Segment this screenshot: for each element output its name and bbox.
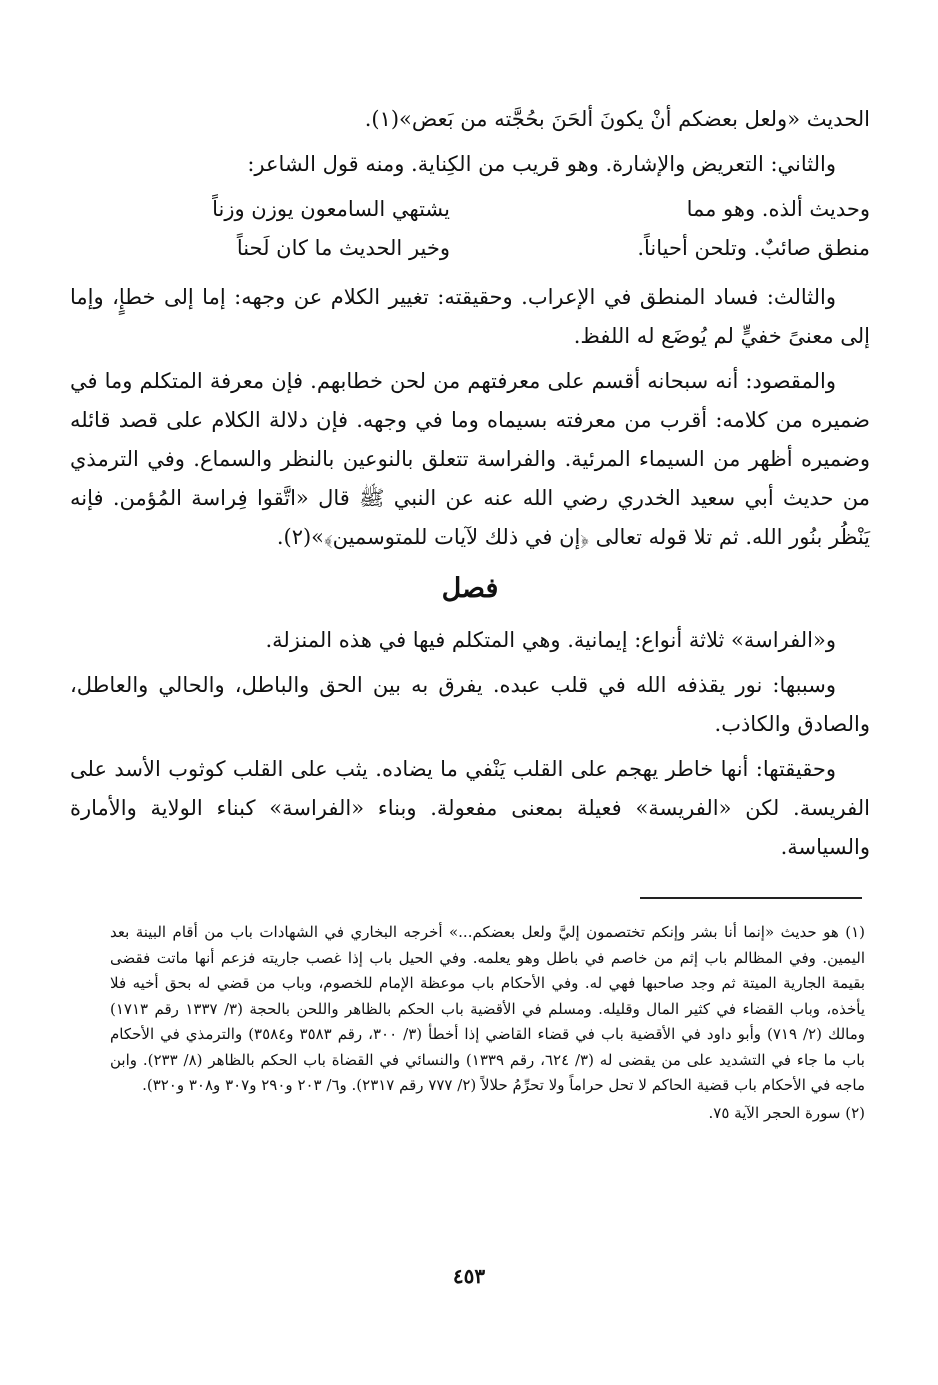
page-number: ٤٥٣: [452, 1264, 486, 1288]
paragraph-second: والثاني: التعريض والإشارة. وهو قريب من الكِناية. ومنه قول الشاعر:: [247, 152, 836, 176]
verse-row2-left: وخير الحديث ما كان لَحناً: [236, 236, 450, 260]
paragraph-types: و«الفراسة» ثلاثة أنواع: إيمانية. وهي المتكلم فيها في هذه المنزلة.: [265, 628, 836, 652]
section-heading: فصل: [441, 573, 499, 604]
verse-row2-right: منطق صائبٌ. وتلحن أحياناً.: [637, 236, 870, 260]
main-text: [70, 100, 870, 873]
footnote-1: (١) هو حديث «إنما أنا بشر وإنكم تختصمون إليَّ ولعل بعضكم...» أخرجه البخاري في الشهادات باب من أقام البينة بعد اليمين. وفي المظالم باب إثم من خاصم في باطل وهو يعلمه. وفي الحيل باب إذا غصب جاريته فزعم أنها ماتت فقضى بقيمة الجارية الميتة ثم وجد صاحبها فهي له. وفي الأحكام باب موعظة الإمام للخصوم، وباب من قضي له بحق أخيه فلا يأخذه، وباب القضاء في كثير المال وقليله. ومسلم في الأقضية باب الحكم بالظاهر واللحن بالحجة (٣/ ١٣٣٧ رقم ١٧١٣) ومالك (٢/ ٧١٩) وأبو داود في الأقضية باب في قضاء القاضي إذا أخطأ (٣/ ٣٠٠، رقم ٣٥٨٣ و٣٥٨٤) والترمذي في الأحكام باب ما جاء في التشديد على من يقضى له (٣/ ٦٢٤، رقم ١٣٣٩) والنسائي في القضاة باب الحكم بالظاهر (٨/ ٢٣٣). وابن ماجه في الأحكام باب قضية الحاكم لا تحل حراماً ولا تحرِّمُ حلالاً (٢/ ٧٧٧ رقم ٢٣١٧). و٦/ ٢٠٣ و٢٩٠ و٣٠٧ و٣٠٨ و٣٢٠).: [110, 923, 866, 1094]
footnote-2: (٢) سورة الحجر الآية ٧٥.: [708, 1103, 865, 1122]
paragraph-purpose: والمقصود: أنه سبحانه أقسم على معرفتهم من لحن خطابهم. فإن معرفة المتكلم وما في ضميره من كلامه: أقرب من معرفته بسيماه وما في وجهه. فإن دلالة الكلام على قصد قائله وضميره أظهر من السيماء المرئية. والفراسة تتعلق بالنوعين بالنظر والسماع. وفي الترمذي من حديث أبي سعيد الخدري رضي الله عنه عن النبي ﷺ قال «اتَّقوا فِراسة المُؤمن. فإنه يَنْظُر بنُور الله. ثم تلا قوله تعالى ﴿إن في ذلك لآيات للمتوسمين﴾»(٢).: [70, 369, 870, 549]
paragraph-reality: وحقيقتها: أنها خاطر يهجم على القلب يَنْفي ما يضاده. يثب على القلب كوثوب الأسد على الفريسة. لكن «الفريسة» فعيلة بمعنى مفعولة. وبناء «الفراسة» كبناء الولاية والأمارة والسياسة.: [70, 757, 870, 859]
paragraph-third: والثالث: فساد المنطق في الإعراب. وحقيقته: تغيير الكلام عن وجهه: إما إلى خطإٍ، وإما إلى معنىً خفيٍّ لم يُوضَع له اللفظ.: [70, 285, 870, 348]
verse-row1-right: وحديث ألذه. وهو مما: [686, 197, 870, 221]
paragraph-cause: وسببها: نور يقذفه الله في قلب عبده. يفرق به بين الحق والباطل، والحالي والعاطل، والصادق والكاذب.: [70, 673, 870, 736]
footnote-divider: [640, 897, 862, 899]
verse-row1-left: يشتهي السامعون يوزن وزناً: [212, 197, 450, 221]
poem-verse: [70, 190, 870, 268]
opening-line: الحديث «ولعل بعضكم أنْ يكونَ ألحَنَ بحُجَّته من بَعض»(١).: [364, 107, 870, 131]
footnotes: [110, 920, 865, 1128]
